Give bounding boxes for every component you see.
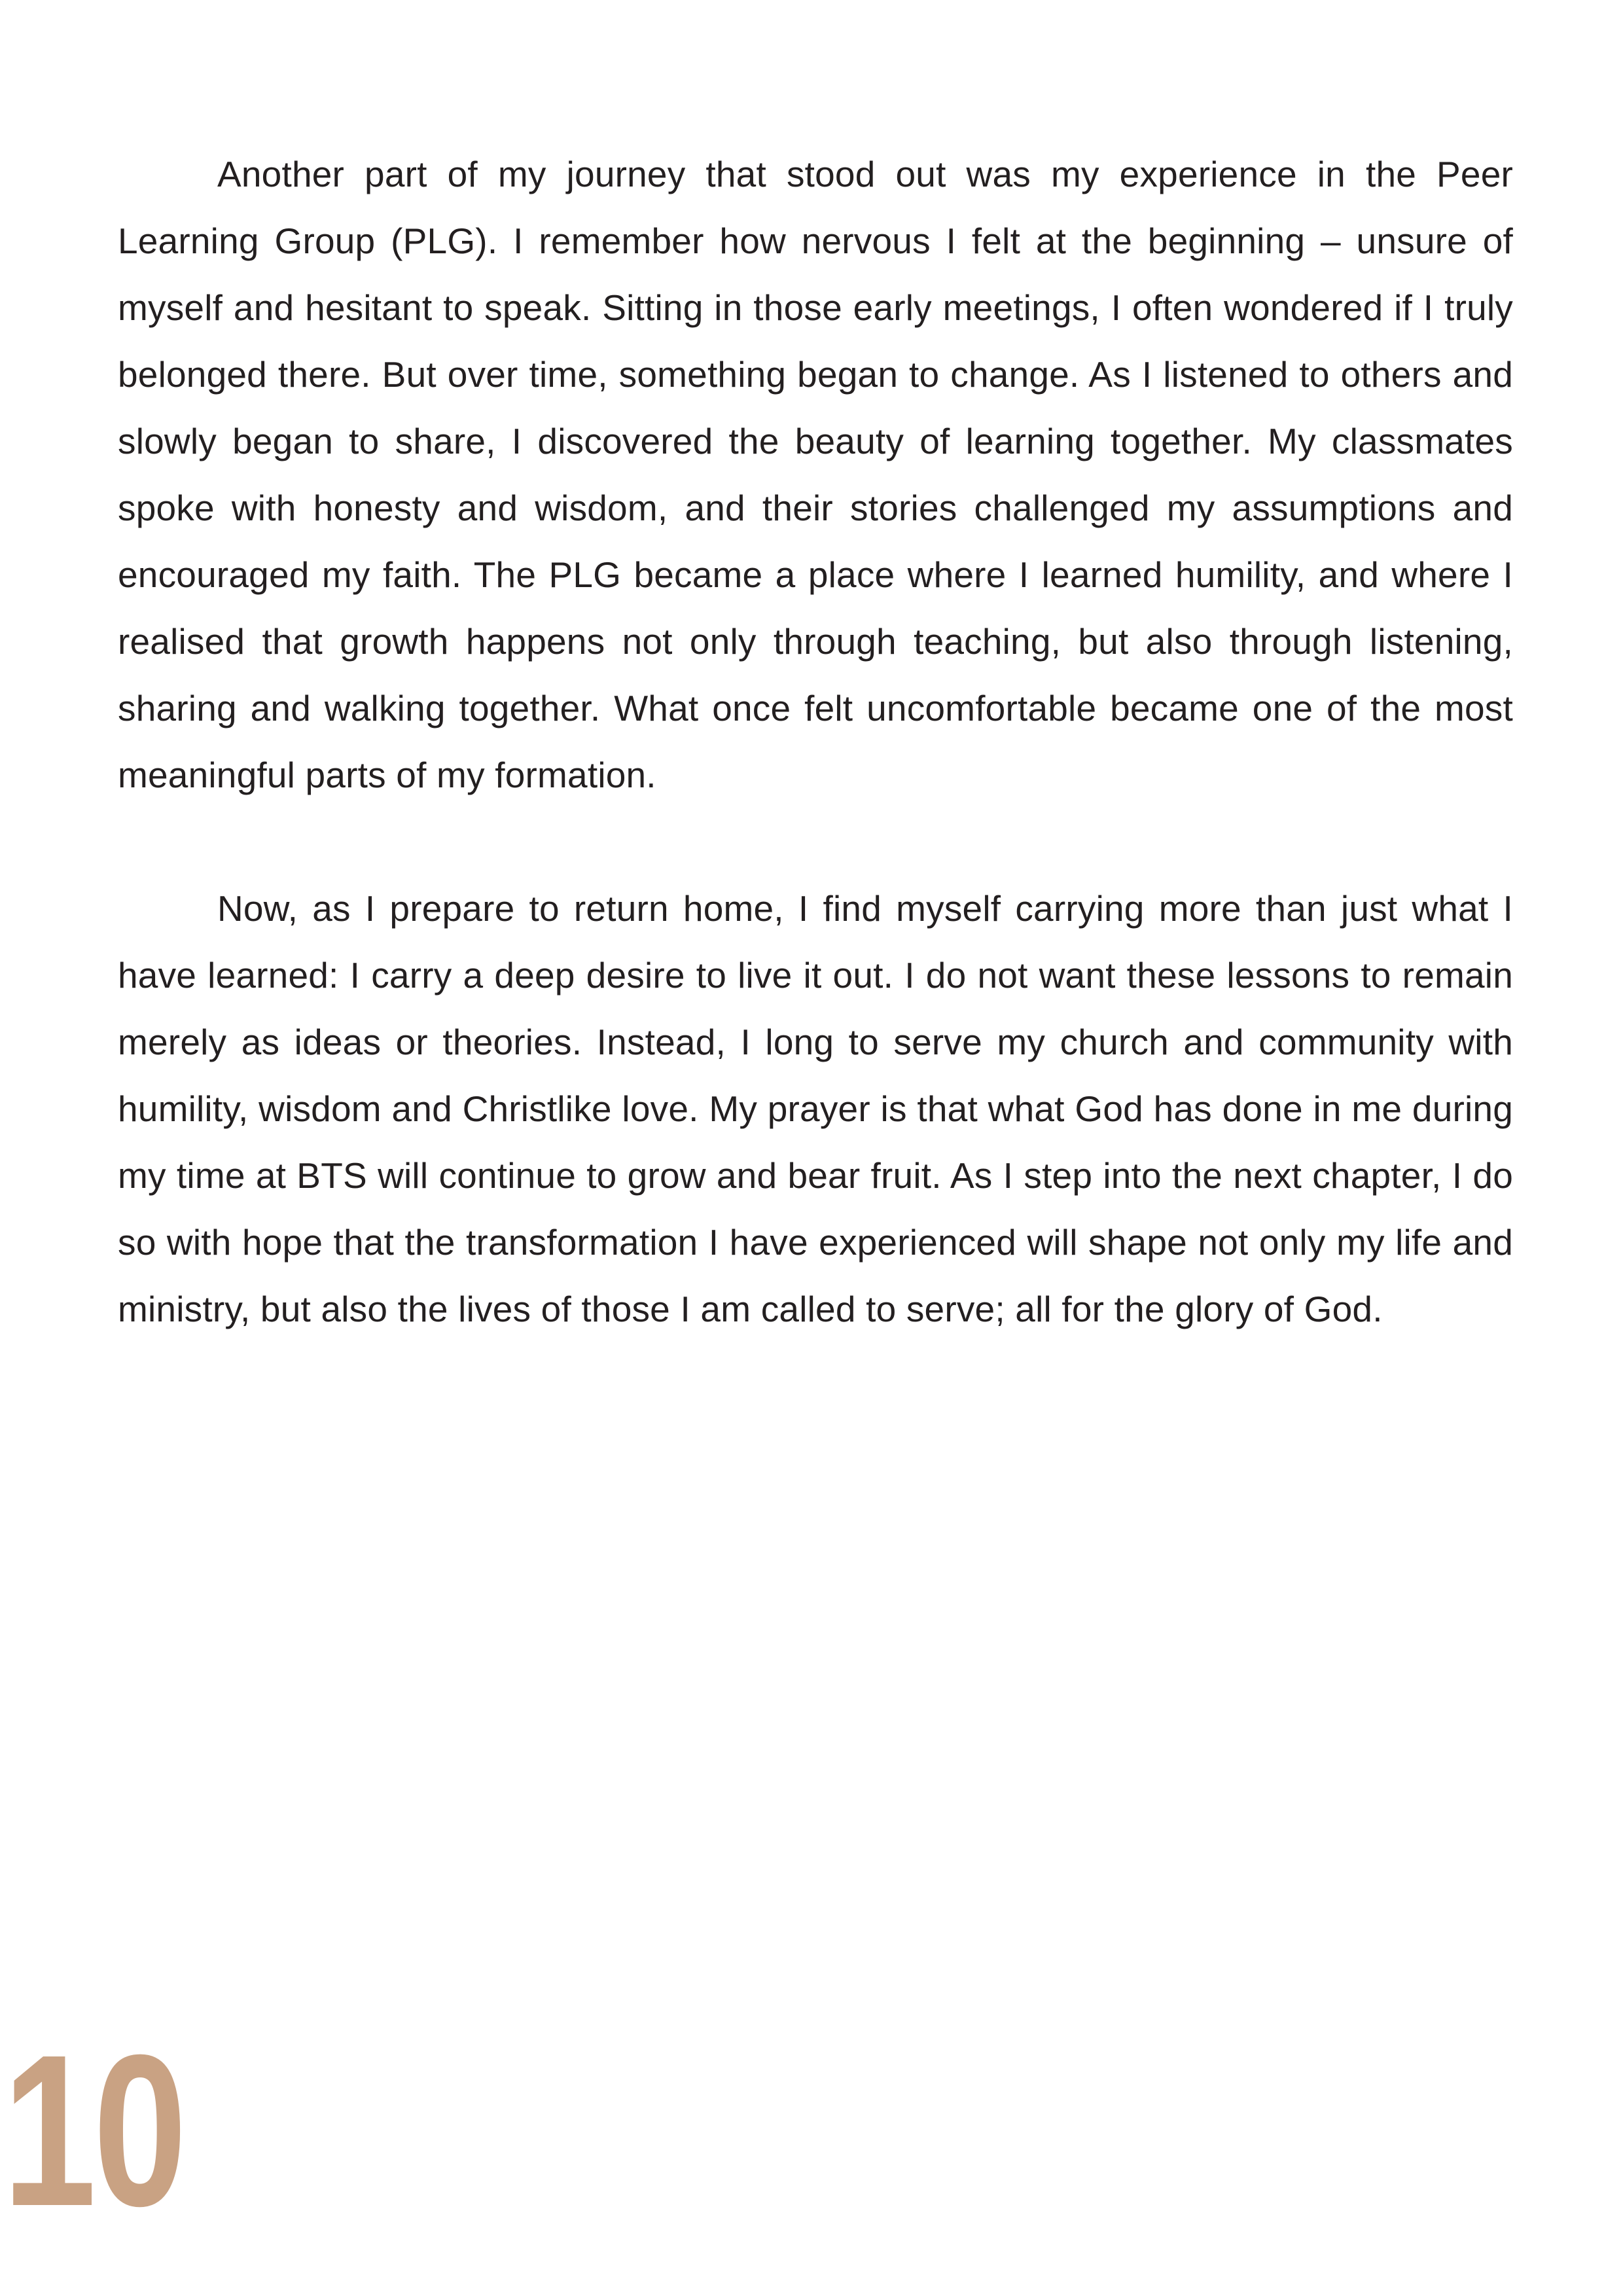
page-number: 10 <box>3 2009 184 2251</box>
page-body <box>118 141 1513 1342</box>
paragraph-plg-experience: Another part of my journey that stood out was my experience in the Peer Learning Group (PLG). I remember how nervous I felt at the beginning – unsure of myself and hesitant to speak. Sitting in those early meetings, I often wondered if I truly belonged there. But over time, something began to change. As I listened to others and slowly began to share, I discovered the beauty of learning together. My classmates spoke with honesty and wisdom, and their stories challenged my assumptions and encouraged my faith. The PLG became a place where I learned humility, and where I realised that growth happens not only through teaching, but also through listening, sharing and walking together. What once felt uncomfortable became one of the most meaningful parts of my formation. <box>118 154 1513 795</box>
paragraph-returning-home: Now, as I prepare to return home, I find myself carrying more than just what I have learned: I carry a deep desire to live it out. I do not want these lessons to remain merely as ideas or theories. Instead, I long to serve my church and community with humility, wisdom and Christlike love. My prayer is that what God has done in me during my time at BTS will continue to grow and bear fruit. As I step into the next chapter, I do so with hope that the transformation I have experienced will shape not only my life and ministry, but also the lives of those I am called to serve; all for the glory of God. <box>118 888 1513 1329</box>
